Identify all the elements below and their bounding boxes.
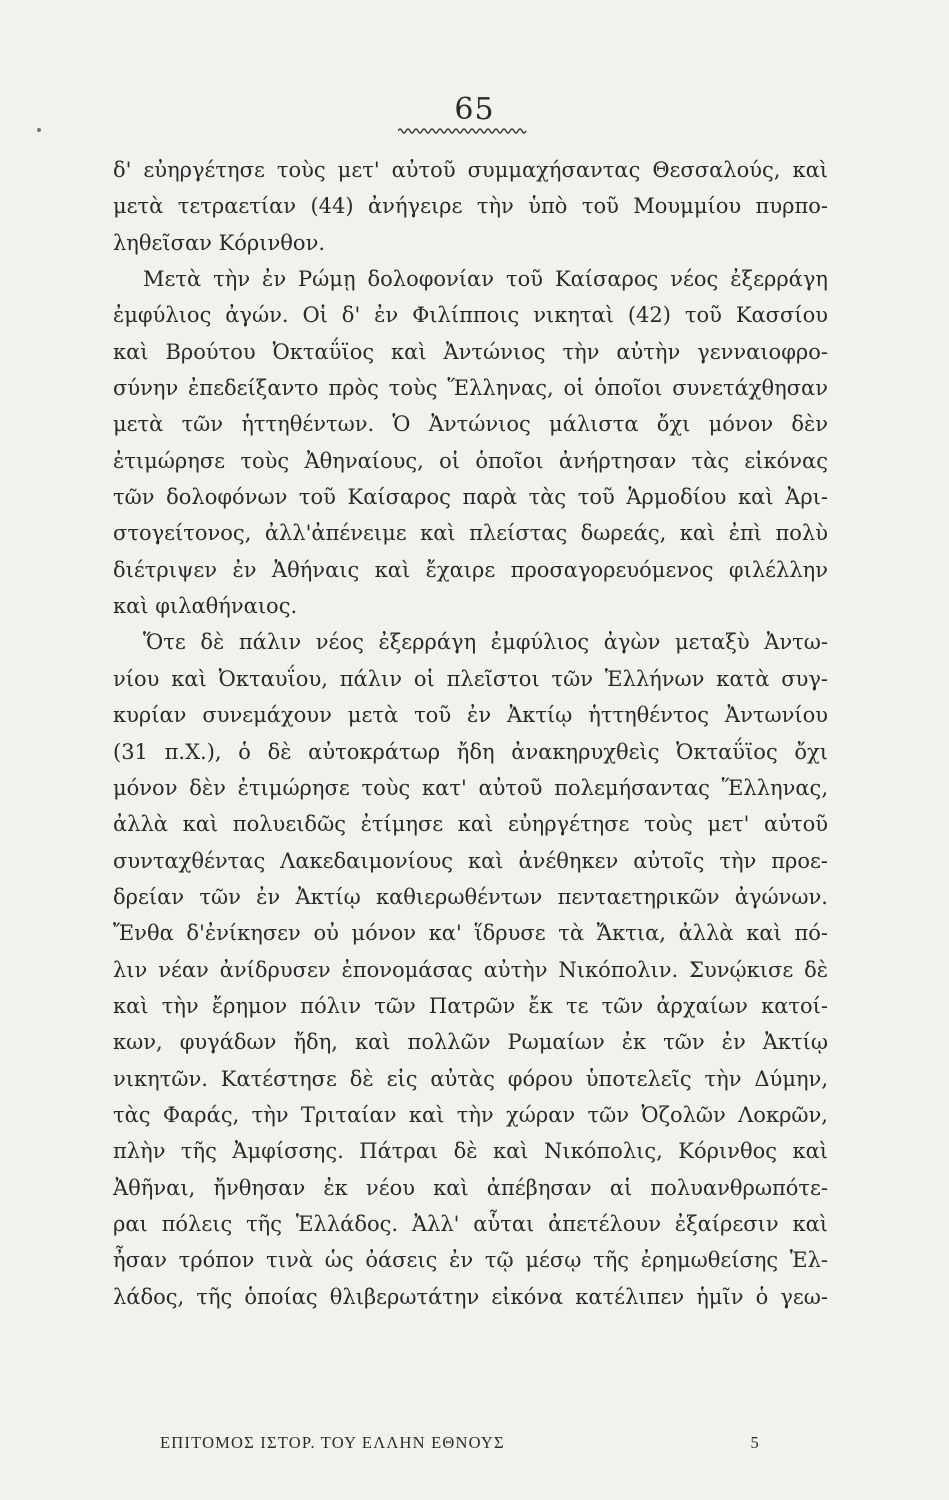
text-line: ἐμφύλιος ἀγών. Οἱ δ' ἐν Φιλίπποις νικηταὶ (42) τοῦ Κασσίου bbox=[113, 303, 828, 328]
text-line: νίου καὶ Ὀκταυΐου, πάλιν οἱ πλεῖστοι τῶν Ἑλλήνων κατὰ συγ- bbox=[113, 666, 828, 691]
signature-footer bbox=[160, 1433, 760, 1453]
text-line: μετὰ τετραετίαν (44) ἀνήγειρε τὴν ὑπὸ τοῦ Μουμμίου πυρπο- bbox=[113, 194, 828, 219]
margin-speck bbox=[37, 128, 41, 132]
text-line: σύνην ἐπεδείξαντο πρὸς τοὺς Ἕλληνας, οἱ ὁποῖοι συνετάχθησαν bbox=[113, 376, 828, 401]
text-line: κυρίαν συνεμάχουν μετὰ τοῦ ἐν Ἀκτίῳ ἡττηθέντος Ἀντωνίου bbox=[113, 703, 828, 728]
text-line: Μετὰ τὴν ἐν Ρώμῃ δολοφονίαν τοῦ Καίσαρος νέος ἐξερράγη bbox=[143, 267, 828, 292]
text-line: τῶν δολοφόνων τοῦ Καίσαρος παρὰ τὰς τοῦ Ἁρμοδίου καὶ Ἀρι- bbox=[113, 485, 828, 510]
text-line: ἐτιμώρησε τοὺς Ἀθηναίους, οἱ ὁποῖοι ἀνήρτησαν τὰς εἰκόνας bbox=[113, 448, 828, 473]
text-line: πλὴν τῆς Ἀμφίσσης. Πάτραι δὲ καὶ Νικόπολις, Κόρινθος καὶ bbox=[113, 1139, 828, 1164]
text-line: στογείτονος, ἀλλ'ἀπένειμε καὶ πλείστας δωρεάς, καὶ ἐπὶ πολὺ bbox=[113, 521, 828, 546]
footer-signature-mark: 5 bbox=[750, 1433, 760, 1452]
text-line: κων, φυγάδων ἤδη, καὶ πολλῶν Ρωμαίων ἐκ τῶν ἐν Ἀκτίῳ bbox=[113, 1030, 828, 1055]
body-text bbox=[113, 152, 828, 1315]
text-line: συνταχθέντας Λακεδαιμονίους καὶ ἀνέθηκεν αὐτοῖς τὴν προε- bbox=[113, 848, 828, 873]
text-line: (31 π.Χ.), ὁ δὲ αὐτοκράτωρ ἤδη ἀνακηρυχθεὶς Ὀκταΰϊος ὄχι bbox=[113, 739, 828, 764]
text-line: ληθεῖσαν Κόρινθον. bbox=[113, 230, 326, 255]
text-line: διέτριψεν ἐν Ἀθήναις καὶ ἔχαιρε προσαγορευόμενος φιλέλλην bbox=[113, 557, 828, 582]
page-number: 65 bbox=[454, 92, 495, 127]
text-line: Ἀθῆναι, ἤνθησαν ἐκ νέου καὶ ἀπέβησαν αἱ πολυανθρωπότε- bbox=[113, 1175, 828, 1200]
text-line: νικητῶν. Κατέστησε δὲ εἰς αὐτὰς φόρου ὑποτελεῖς τὴν Δύμην, bbox=[113, 1066, 828, 1091]
text-line: Ἔνθα δ'ἐνίκησεν οὐ μόνον κα' ἵδρυσε τὰ Ἄκτια, ἀλλὰ καὶ πό- bbox=[113, 921, 828, 946]
text-line: λιν νέαν ἀνίδρυσεν ἐπονομάσας αὐτὴν Νικόπολιν. Συνῴκισε δὲ bbox=[113, 957, 828, 982]
text-line: ἦσαν τρόπον τινὰ ὡς ὀάσεις ἐν τῷ μέσῳ τῆς ἐρημωθείσης Ἑλ- bbox=[113, 1248, 828, 1273]
text-line: λάδος, τῆς ὁποίας θλιβερωτάτην εἰκόνα κατέλιπεν ἡμῖν ὁ γεω- bbox=[113, 1284, 828, 1309]
text-line: ραι πόλεις τῆς Ἑλλάδος. Ἀλλ' αὗται ἀπετέλουν ἐξαίρεσιν καὶ bbox=[113, 1211, 828, 1236]
text-line: μετὰ τῶν ἡττηθέντων. Ὁ Ἀντώνιος μάλιστα ὄχι μόνον δὲν bbox=[113, 412, 828, 437]
text-line: Ὅτε δὲ πάλιν νέος ἐξερράγη ἐμφύλιος ἀγὼν μεταξὺ Ἀντω- bbox=[143, 630, 828, 655]
footer-title: ΕΠΙΤΟΜΟΣ ΙΣΤΟΡ. ΤΟΥ ΕΛΛΗΝ ΕΘΝΟΥΣ bbox=[160, 1433, 505, 1452]
text-line: ἀλλὰ καὶ πολυειδῶς ἐτίμησε καὶ εὐηργέτησε τοὺς μετ' αὐτοῦ bbox=[113, 812, 828, 837]
text-line: καὶ Βρούτου Ὀκταΰϊος καὶ Ἀντώνιος τὴν αὐτὴν γενναιοφρο- bbox=[113, 339, 828, 364]
wavy-rule-ornament bbox=[398, 126, 528, 136]
text-line: καὶ φιλαθήναιος. bbox=[113, 594, 298, 619]
text-line: δ' εὐηργέτησε τοὺς μετ' αὐτοῦ συμμαχήσαντας Θεσσαλούς, καὶ bbox=[113, 158, 828, 182]
text-line: καὶ τὴν ἔρημον πόλιν τῶν Πατρῶν ἔκ τε τῶν ἀρχαίων κατοί- bbox=[113, 993, 828, 1018]
text-line: δρείαν τῶν ἐν Ἀκτίῳ καθιερωθέντων πενταετηρικῶν ἀγώνων. bbox=[113, 884, 828, 909]
text-line: τὰς Φαράς, τὴν Τριταίαν καὶ τὴν χώραν τῶν Ὀζολῶν Λοκρῶν, bbox=[113, 1102, 828, 1127]
text-line: μόνον δὲν ἐτιμώρησε τοὺς κατ' αὐτοῦ πολεμήσαντας Ἕλληνας, bbox=[113, 775, 828, 800]
